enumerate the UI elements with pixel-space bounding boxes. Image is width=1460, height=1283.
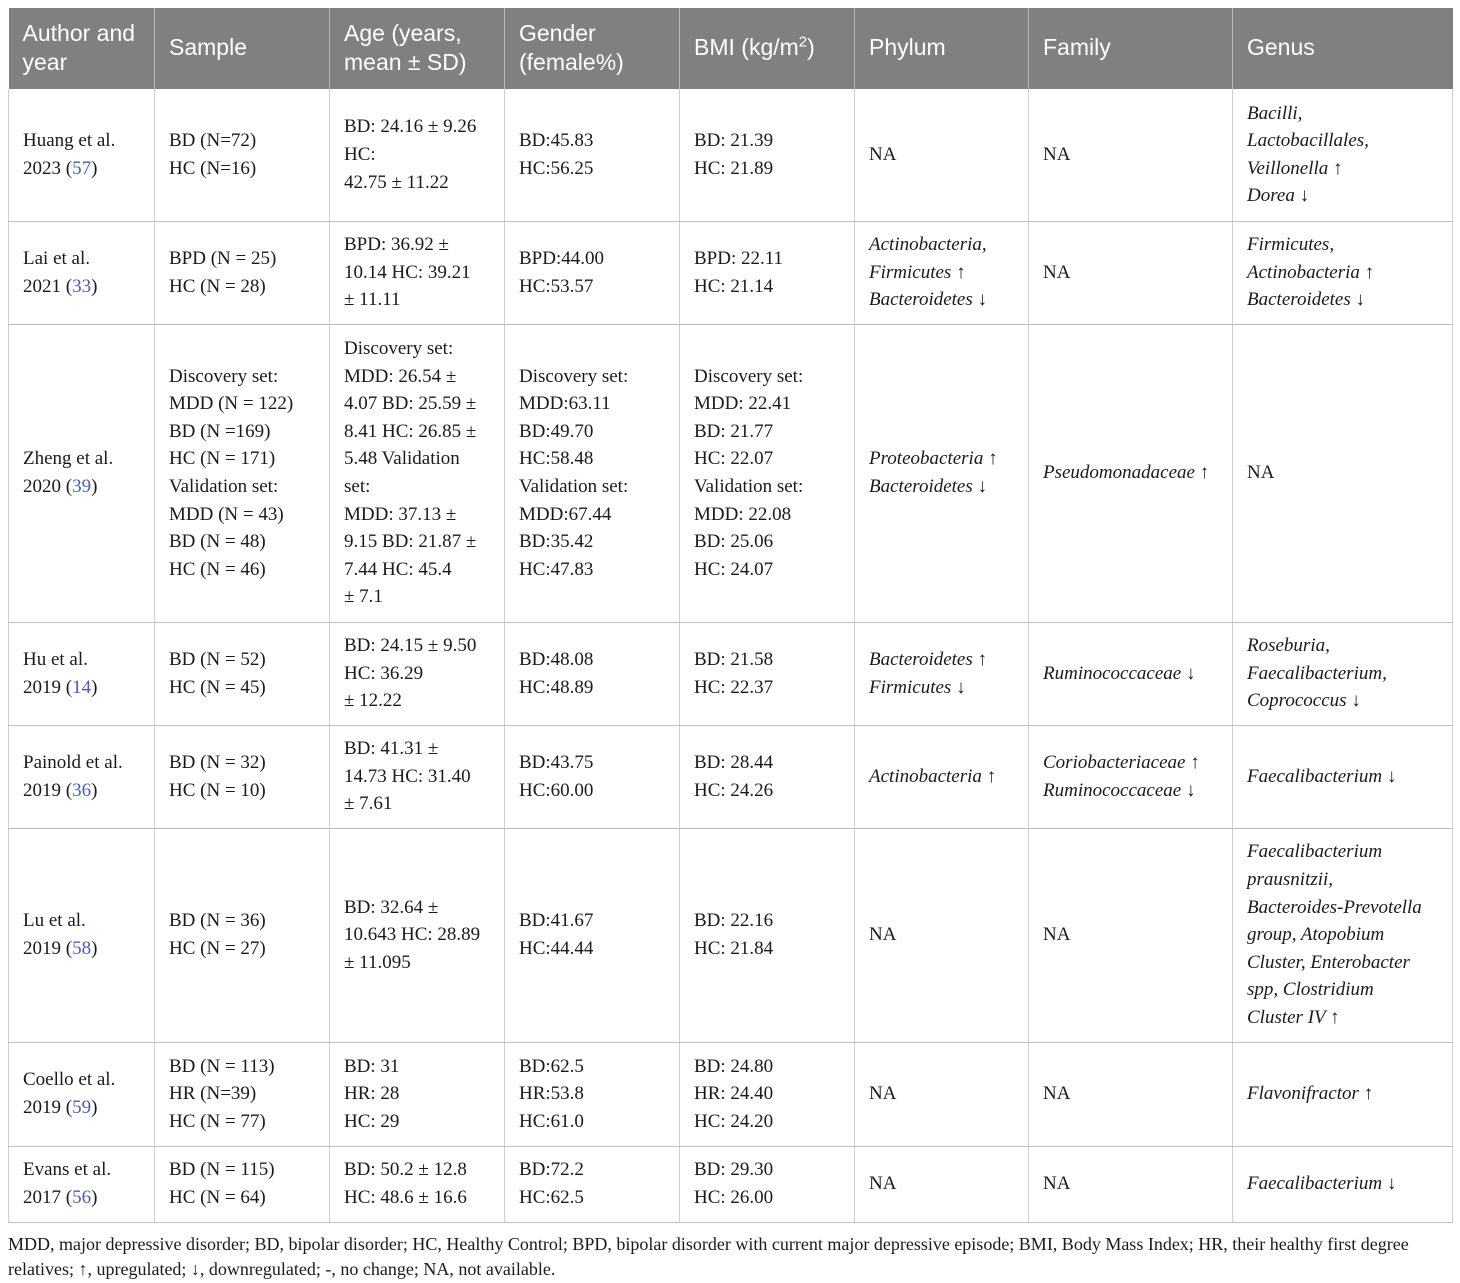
gender-cell: BD:72.2 HC:62.5 [505,1146,680,1222]
reference-link[interactable]: 39 [72,476,92,497]
age-cell: BD: 31 HR: 28 HC: 29 [330,1042,505,1146]
reference-link[interactable]: 56 [72,1187,92,1208]
family-cell: NA [1029,221,1233,324]
table-row [9,828,1453,1042]
header-bmi [680,8,855,89]
table-row [9,324,1453,622]
header-author: Author and year [9,8,155,89]
age-cell: BD: 24.16 ± 9.26 HC: 42.75 ± 11.22 [330,89,505,221]
bmi-cell: BD: 28.44 HC: 24.26 [680,725,855,828]
genus-cell: Flavonifractor ↑ [1233,1042,1453,1146]
phylum-cell: NA [855,1146,1029,1222]
reference-link[interactable]: 36 [72,779,92,801]
table-row [9,89,1453,221]
genus-cell: Bacilli, Lactobacillales, Veillonella ↑ Dorea ↓ [1233,89,1453,221]
author-cell: Evans et al. 2017 (56) [9,1146,155,1222]
header-bmi-close: ) [807,34,815,60]
phylum-cell: Actinobacteria ↑ [855,725,1029,828]
header-age: Age (years, mean ± SD) [330,8,505,89]
sample-cell: BD (N=72) HC (N=16) [155,89,330,221]
phylum-cell: NA [855,828,1029,1042]
author-text: Coello et al. 2019 ( [23,1069,116,1118]
header-sample: Sample [155,8,330,89]
author-cell: Zheng et al. 2020 (39) [9,324,155,622]
bmi-cell: BPD: 22.11 HC: 21.14 [680,221,855,324]
reference-link[interactable]: 58 [72,938,92,959]
header-row [9,8,1453,89]
gender-cell: BPD:44.00 HC:53.57 [505,221,680,324]
bmi-cell: BD: 29.30 HC: 26.00 [680,1146,855,1222]
author-text: Painold et al. 2019 ( [23,751,123,801]
phylum-cell: Bacteroidetes ↑ Firmicutes ↓ [855,622,1029,725]
header-genus: Genus [1233,8,1453,89]
sample-cell: BPD (N = 25) HC (N = 28) [155,221,330,324]
genus-cell: Faecalibacterium prausnitzii, Bacteroides-Prevotella group, Atopobium Cluster, Enterobacter spp, Clostridium Cluster IV ↑ [1233,828,1453,1042]
author-text: Lu et al. 2019 ( [23,910,86,959]
table-container [8,8,1452,1282]
sample-cell: BD (N = 52) HC (N = 45) [155,622,330,725]
author-cell: Lai et al. 2021 (33) [9,221,155,324]
header-bmi-superscript: 2 [798,33,808,51]
family-cell: Pseudomonadaceae ↑ [1029,324,1233,622]
gender-cell: Discovery set: MDD:63.11 BD:49.70 HC:58.48 Validation set: MDD:67.44 BD:35.42 HC:47.83 [505,324,680,622]
author-text: Huang et al. 2023 ( [23,130,116,179]
header-phylum: Phylum [855,8,1029,89]
reference-link[interactable]: 33 [72,275,92,297]
table-row [9,221,1453,324]
sample-cell: BD (N = 115) HC (N = 64) [155,1146,330,1222]
family-cell: NA [1029,1042,1233,1146]
age-cell: BD: 24.15 ± 9.50 HC: 36.29 ± 12.22 [330,622,505,725]
reference-link[interactable]: 57 [72,157,92,179]
phylum-cell: Actinobacteria, Firmicutes ↑ Bacteroidetes ↓ [855,221,1029,324]
genus-cell: Faecalibacterium ↓ [1233,1146,1453,1222]
bmi-cell: Discovery set: MDD: 22.41 BD: 21.77 HC: 22.07 Validation set: MDD: 22.08 BD: 25.06 HC: 24.07 [680,324,855,622]
gender-cell: BD:45.83 HC:56.25 [505,89,680,221]
family-cell: NA [1029,1146,1233,1222]
bmi-cell: BD: 21.58 HC: 22.37 [680,622,855,725]
phylum-cell: NA [855,1042,1029,1146]
table-footnote: MDD, major depressive disorder; BD, bipolar disorder; HC, Healthy Control; BPD, bipolar disorder with current major depressive episode; BMI, Body Mass Index; HR, their healthy first degree relatives; ↑, upregulated; ↓, downregulated; -, no change; NA, not available. [8,1233,1409,1279]
age-cell: BD: 50.2 ± 12.8 HC: 48.6 ± 16.6 [330,1146,505,1222]
age-cell: BD: 32.64 ± 10.643 HC: 28.89 ± 11.095 [330,828,505,1042]
author-cell: Lu et al. 2019 (58) [9,828,155,1042]
bmi-cell: BD: 21.39 HC: 21.89 [680,89,855,221]
family-cell: Coriobacteriaceae ↑ Ruminococcaceae ↓ [1029,725,1233,828]
sample-cell: BD (N = 32) HC (N = 10) [155,725,330,828]
author-text: Lai et al. 2021 ( [23,247,90,297]
author-cell: Hu et al. 2019 (14) [9,622,155,725]
family-cell: NA [1029,828,1233,1042]
table-row [9,725,1453,828]
gender-cell: BD:62.5 HR:53.8 HC:61.0 [505,1042,680,1146]
family-cell: NA [1029,89,1233,221]
author-cell: Huang et al. 2023 (57) [9,89,155,221]
age-cell: BPD: 36.92 ± 10.14 HC: 39.21 ± 11.11 [330,221,505,324]
bmi-cell: BD: 22.16 HC: 21.84 [680,828,855,1042]
phylum-cell: Proteobacteria ↑ Bacteroidetes ↓ [855,324,1029,622]
reference-link[interactable]: 59 [72,1097,92,1118]
table-row [9,1146,1453,1222]
gender-cell: BD:43.75 HC:60.00 [505,725,680,828]
genus-cell: Firmicutes, Actinobacteria ↑ Bacteroidetes ↓ [1233,221,1453,324]
gender-cell: BD:48.08 HC:48.89 [505,622,680,725]
sample-cell: Discovery set: MDD (N = 122) BD (N =169) HC (N = 171) Validation set: MDD (N = 43) BD (N = 48) HC (N = 46) [155,324,330,622]
genus-cell: Roseburia, Faecalibacterium, Coprococcus ↓ [1233,622,1453,725]
table-row [9,1042,1453,1146]
author-text: Zheng et al. 2020 ( [23,448,114,497]
gender-cell: BD:41.67 HC:44.44 [505,828,680,1042]
age-cell: BD: 41.31 ± 14.73 HC: 31.40 ± 7.61 [330,725,505,828]
header-bmi-text: BMI (kg/m [694,34,799,60]
family-cell: Ruminococcaceae ↓ [1029,622,1233,725]
reference-link[interactable]: 14 [72,676,92,698]
genus-cell: NA [1233,324,1453,622]
age-cell: Discovery set: MDD: 26.54 ± 4.07 BD: 25.59 ± 8.41 HC: 26.85 ± 5.48 Validation set: MDD: 37.13 ± 9.15 BD: 21.87 ± 7.44 HC: 45.4 ± 7.1 [330,324,505,622]
header-gender: Gender (female%) [505,8,680,89]
author-cell: Painold et al. 2019 (36) [9,725,155,828]
sample-cell: BD (N = 113) HR (N=39) HC (N = 77) [155,1042,330,1146]
phylum-cell: NA [855,89,1029,221]
author-text: Hu et al. 2019 ( [23,648,88,698]
author-text: Evans et al. 2017 ( [23,1159,112,1208]
study-table [8,8,1453,1223]
table-row [9,622,1453,725]
genus-cell: Faecalibacterium ↓ [1233,725,1453,828]
bmi-cell: BD: 24.80 HR: 24.40 HC: 24.20 [680,1042,855,1146]
header-family: Family [1029,8,1233,89]
sample-cell: BD (N = 36) HC (N = 27) [155,828,330,1042]
author-cell: Coello et al. 2019 (59) [9,1042,155,1146]
